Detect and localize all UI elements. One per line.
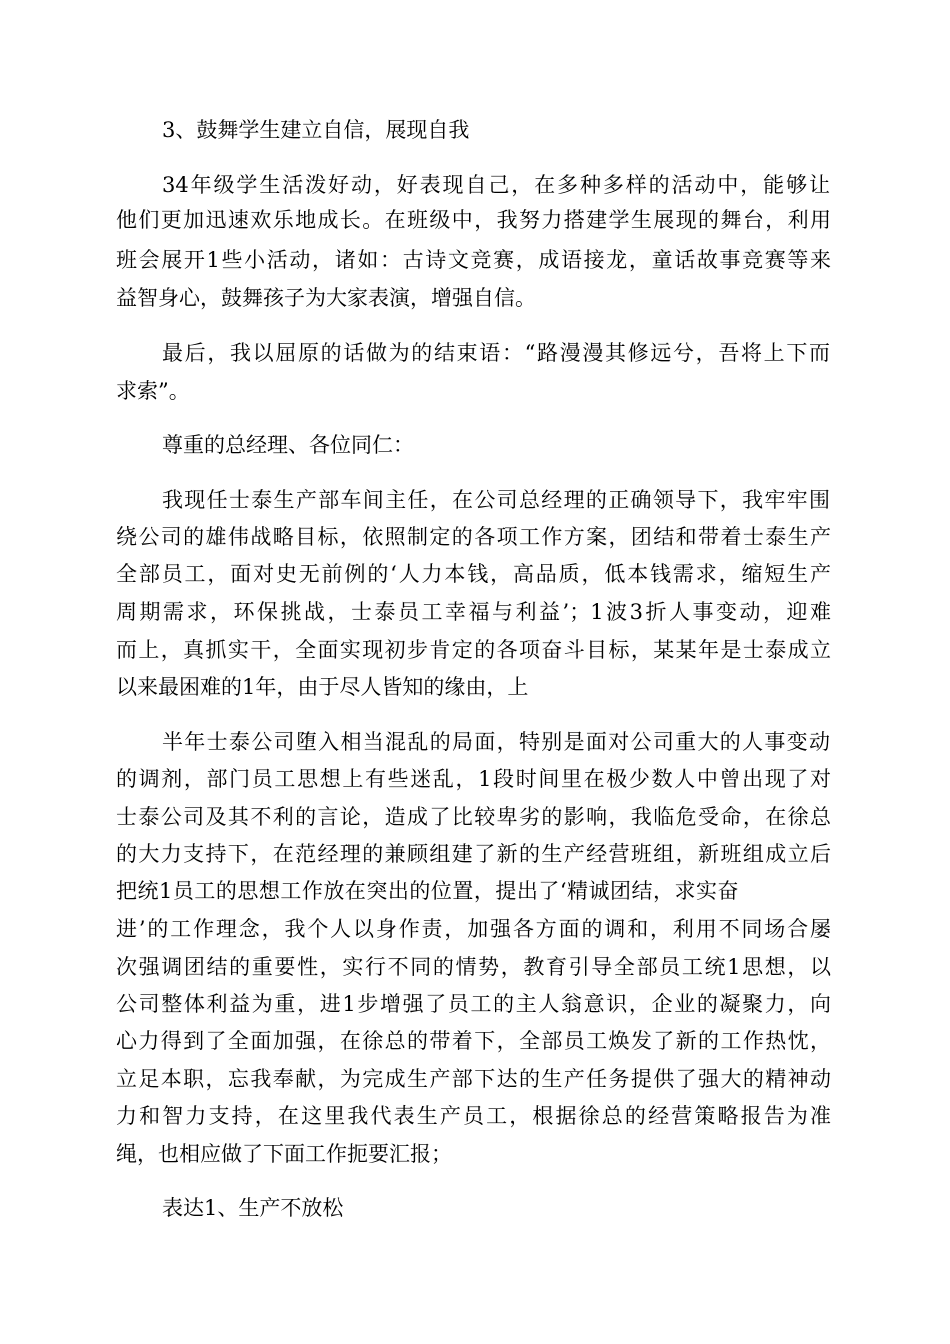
- paragraph-2-line-1: 最后，我以屈原的话做为的结束语：“路漫漫其修远兮，吾将上下而: [162, 341, 830, 365]
- paragraph-4-line-11: 力和智力支持，在这里我代表生产员工，根据徐总的经营策略报告为准: [116, 1104, 831, 1128]
- paragraph-4-line-3: 士泰公司及其不利的言论，造成了比较卑劣的影响，我临危受命，在徐总: [116, 805, 831, 829]
- paragraph-1-line-1: 34年级学生活泼好动，好表现自己，在多种多样的活动中，能够让: [162, 173, 830, 197]
- paragraph-4-line-7: 次强调团结的重要性，实行不同的情势，教育引导全部员工统1思想，以: [116, 955, 831, 979]
- paragraph-4-line-8: 公司整体利益为重，进1步增强了员工的主人翁意识，企业的凝聚力，向: [116, 992, 831, 1016]
- section-heading-expression-1: 表达1、生产不放松: [162, 1196, 344, 1220]
- paragraph-1-line-2: 他们更加迅速欢乐地成长。在班级中，我努力搭建学生展现的舞台，利用: [116, 208, 831, 232]
- paragraph-1-line-3: 班会展开1些小活动，诸如：古诗文竞赛，成语接龙，童话故事竞赛等来: [116, 248, 831, 272]
- paragraph-3-line-5: 而上，真抓实干，全面实现初步肯定的各项奋斗目标，某某年是士泰成立: [116, 638, 831, 662]
- section-heading-3: 3、鼓舞学生建立自信，展现自我: [162, 118, 470, 142]
- paragraph-4-line-4: 的大力支持下，在范经理的兼顾组建了新的生产经营班组，新班组成立后: [116, 842, 831, 866]
- paragraph-3-line-2: 绕公司的雄伟战略目标，依照制定的各项工作方案，团结和带着士泰生产: [116, 525, 831, 549]
- paragraph-4-line-9: 心力得到了全面加强，在徐总的带着下，全部员工焕发了新的工作热忱，: [116, 1029, 831, 1053]
- paragraph-4-line-6: 进’的工作理念，我个人以身作责，加强各方面的调和，利用不同场合屡: [116, 917, 831, 941]
- paragraph-3-line-3: 全部员工，面对史无前例的‘人力本钱，高品质，低本钱需求，缩短生产: [116, 562, 831, 586]
- paragraph-4-line-2: 的调剂，部门员工思想上有些迷乱，1段时间里在极少数人中曾出现了对: [116, 767, 831, 791]
- paragraph-1-line-4: 益智身心，鼓舞孩子为大家表演，增强自信。: [116, 286, 536, 310]
- paragraph-4-line-10: 立足本职，忘我奉献，为完成生产部下达的生产任务提供了强大的精神动: [116, 1067, 831, 1091]
- paragraph-3-line-1: 我现任士泰生产部车间主任，在公司总经理的正确领导下，我牢牢围: [162, 488, 830, 512]
- salutation: 尊重的总经理、各位同仁：: [162, 433, 414, 457]
- paragraph-4-line-1: 半年士泰公司堕入相当混乱的局面，特别是面对公司重大的人事变动: [162, 730, 830, 754]
- paragraph-3-line-6: 以来最困难的1年，由于尽人皆知的缘由，上: [116, 675, 529, 699]
- paragraph-4-line-5: 把统1员工的思想工作放在突出的位置，提出了‘精诚团结，求实奋: [116, 879, 740, 903]
- paragraph-4-line-12: 绳，也相应做了下面工作扼要汇报；: [116, 1142, 452, 1166]
- paragraph-3-line-4: 周期需求，环保挑战，士泰员工幸福与利益’；1波3折人事变动，迎难: [116, 600, 831, 624]
- paragraph-2-line-2: 求索”。: [116, 379, 190, 403]
